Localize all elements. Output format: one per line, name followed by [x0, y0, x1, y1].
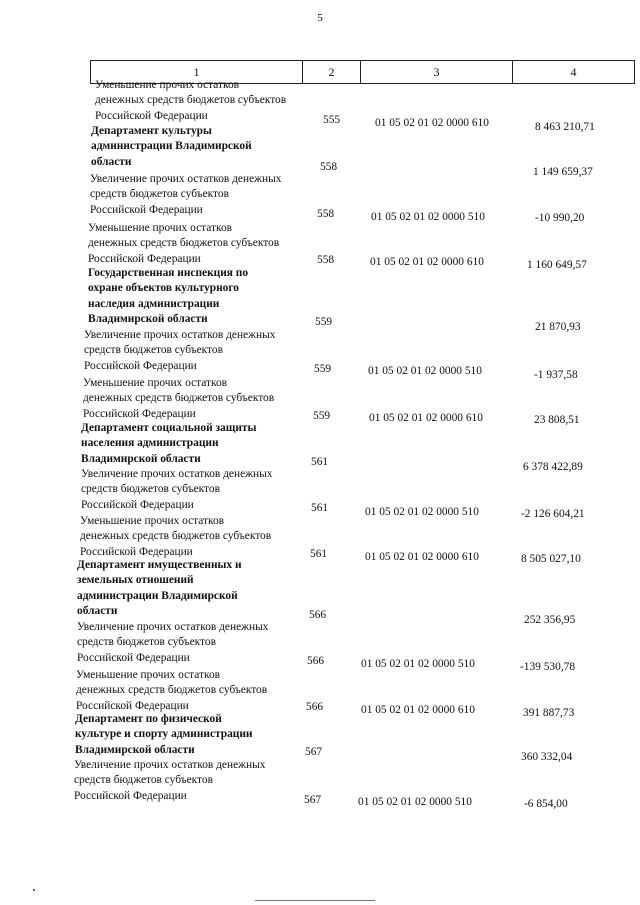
row-budget-code: 01 05 02 01 02 0000 510 [365, 506, 479, 518]
row-budget-code: 01 05 02 01 02 0000 610 [370, 256, 484, 268]
row-name: Департамент социальной защиты населения администрации Владимирской области [81, 422, 257, 465]
row-amount: 8 463 210,71 [535, 121, 595, 133]
row-code: 566 [309, 609, 327, 621]
row-name: Увеличение прочих остатков денежных средств бюджетов субъектов Российской Федерации [77, 621, 269, 664]
row-code: 558 [317, 208, 335, 220]
row-name: Государственная инспекция по охране объектов культурного наследия администрации Владимирской области [88, 267, 249, 325]
header-col-1: 1 [91, 61, 303, 84]
row-amount: -6 854,00 [524, 798, 568, 810]
row-amount: 23 808,51 [534, 414, 580, 426]
row-code: 558 [320, 161, 338, 173]
row-name: Увеличение прочих остатков денежных средств бюджетов субъектов Российской Федерации [81, 468, 273, 511]
row-name: Уменьшение прочих остатков денежных средств бюджетов субъектов Российской Федерации [88, 222, 280, 265]
row-name: Увеличение прочих остатков денежных средств бюджетов субъектов Российской Федерации [84, 329, 276, 372]
row-amount: 1 160 649,57 [527, 259, 587, 271]
page-number: 5 [317, 12, 323, 24]
row-budget-code: 01 05 02 01 02 0000 610 [365, 551, 479, 563]
row-amount: -1 937,58 [534, 369, 578, 381]
scan-speck [33, 889, 35, 891]
row-code: 566 [307, 655, 325, 667]
row-budget-code: 01 05 02 01 02 0000 610 [361, 704, 475, 716]
row-amount: 391 887,73 [523, 707, 575, 719]
row-amount: -2 126 604,21 [521, 508, 585, 520]
row-amount: -10 990,20 [535, 212, 585, 224]
row-amount: -139 530,78 [520, 661, 576, 673]
header-col-4: 4 [513, 61, 635, 84]
row-budget-code: 01 05 02 01 02 0000 510 [361, 658, 475, 670]
row-code: 558 [317, 254, 335, 266]
bottom-rule [255, 900, 375, 901]
row-budget-code: 01 05 02 01 02 0000 610 [375, 117, 489, 129]
row-budget-code: 01 05 02 01 02 0000 510 [368, 365, 482, 377]
row-code: 561 [310, 548, 328, 560]
row-budget-code: 01 05 02 01 02 0000 610 [369, 412, 483, 424]
row-budget-code: 01 05 02 01 02 0000 510 [358, 796, 472, 808]
row-name: Увеличение прочих остатков денежных средств бюджетов субъектов Российской Федерации [90, 173, 282, 216]
row-budget-code: 01 05 02 01 02 0000 510 [371, 211, 485, 223]
row-amount: 8 505 027,10 [521, 553, 581, 565]
row-name: Увеличение прочих остатков денежных средств бюджетов субъектов Российской Федерации [74, 759, 266, 802]
row-code: 559 [315, 316, 333, 328]
row-code: 555 [323, 114, 341, 126]
row-code: 559 [314, 363, 332, 375]
row-name: Департамент по физической культуре и спорту администрации Владимирской области [75, 713, 253, 756]
row-amount: 6 378 422,89 [523, 461, 583, 473]
row-name: Уменьшение прочих остатков денежных средств бюджетов субъектов Российской Федерации [83, 377, 275, 420]
row-amount: 252 356,95 [524, 614, 576, 626]
row-name: Департамент имущественных и земельных отношений администрации Владимирской области [77, 559, 242, 617]
header-col-2: 2 [303, 61, 361, 84]
row-code: 561 [311, 502, 329, 514]
row-amount: 21 870,93 [535, 321, 581, 333]
row-amount: 360 332,04 [521, 751, 573, 763]
row-amount: 1 149 659,37 [533, 166, 593, 178]
row-name: Департамент культуры администрации Владимирской области [91, 125, 252, 168]
row-code: 567 [305, 746, 323, 758]
header-col-3: 3 [361, 61, 513, 84]
row-code: 559 [313, 410, 331, 422]
row-name: Уменьшение прочих остатков денежных средств бюджетов субъектов Российской Федерации [76, 669, 268, 712]
row-name: Уменьшение прочих остатков денежных средств бюджетов субъектов Российской Федерации [95, 79, 287, 122]
row-code: 567 [304, 794, 322, 806]
row-code: 566 [306, 701, 324, 713]
row-code: 561 [311, 456, 329, 468]
row-name: Уменьшение прочих остатков денежных средств бюджетов субъектов Российской Федерации [80, 515, 272, 558]
